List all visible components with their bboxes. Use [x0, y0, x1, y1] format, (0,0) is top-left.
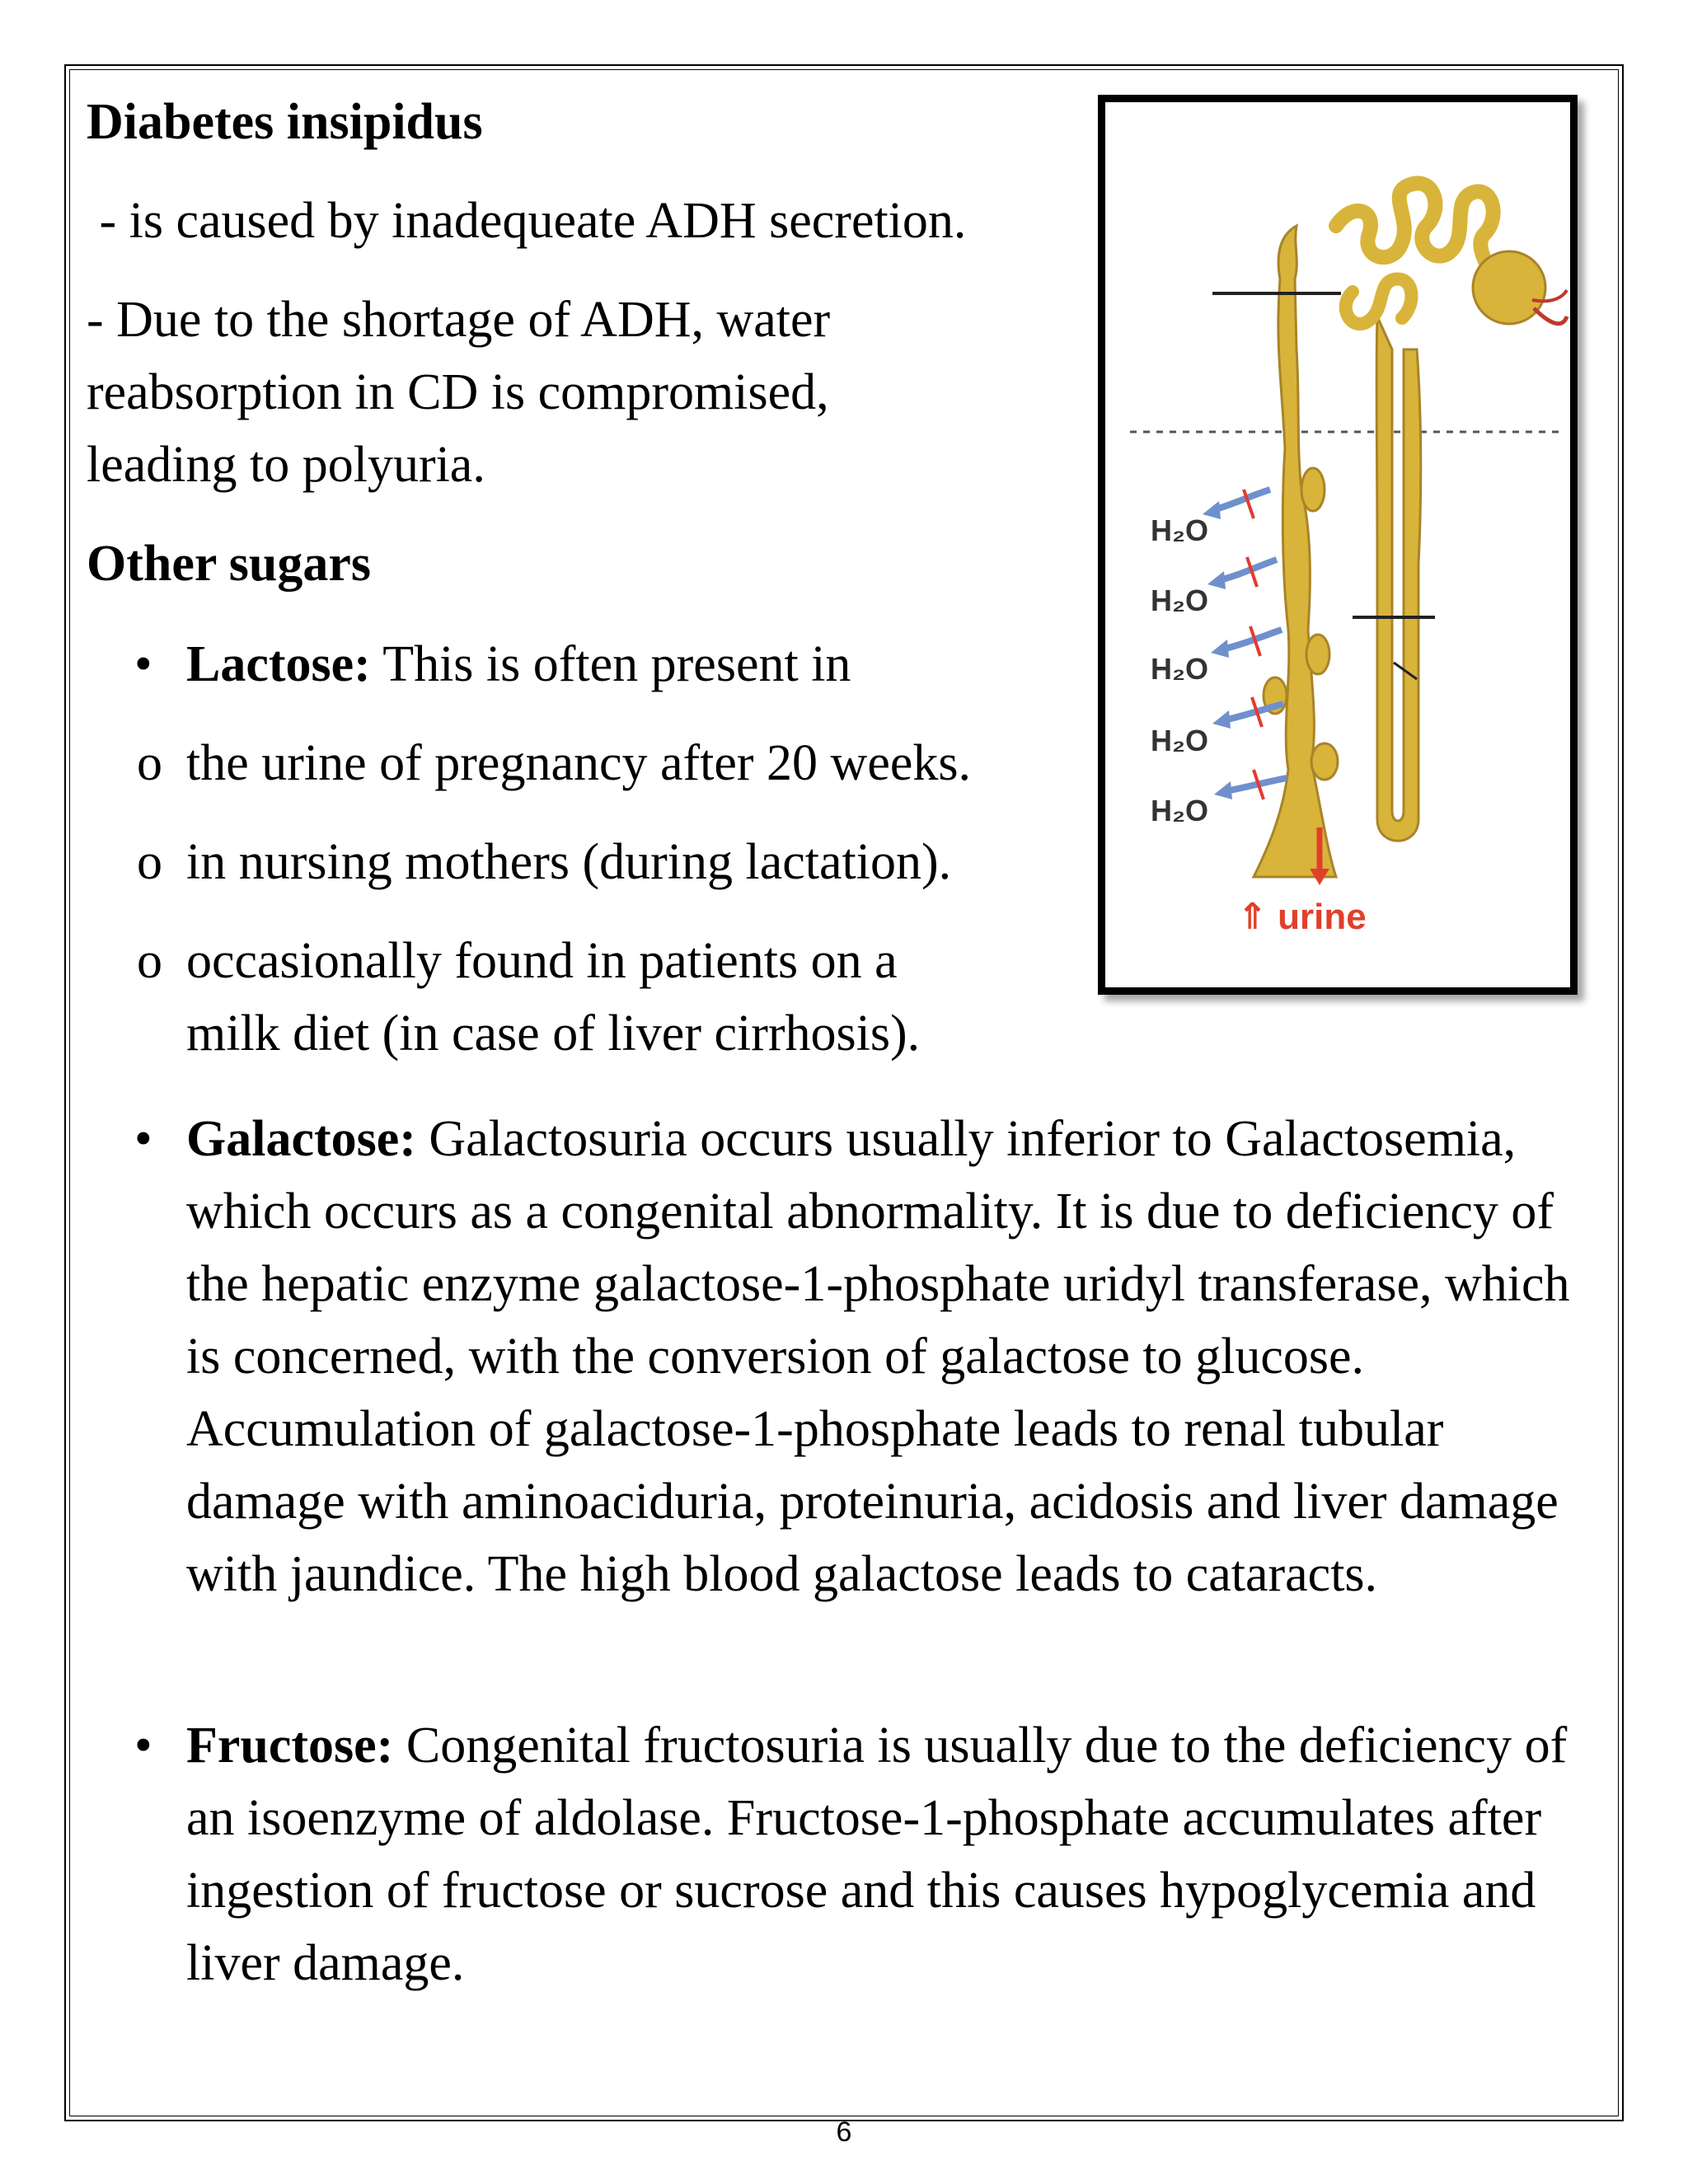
duct-branch	[1311, 743, 1338, 780]
circle-marker: o	[137, 933, 162, 989]
water-label: H₂O	[1151, 583, 1208, 617]
lactose-intro	[186, 628, 851, 701]
fructose-text: Congenital fructosuria is usually due to the deficiency of an isoenzyme of aldolase. Fructose-1-phosphate accumulates after ingestion of fructose or sucrose and this causes hypoglycemia and liver damage.	[186, 1718, 1568, 1991]
urine-label: ⇑ urine	[1237, 897, 1367, 937]
duct-branch	[1306, 635, 1329, 674]
nephron-figure	[1098, 95, 1578, 995]
bowmans-capsule	[1473, 251, 1545, 324]
lactose-term: Lactose:	[186, 636, 371, 692]
fructose-term: Fructose:	[186, 1718, 394, 1774]
water-label: H₂O	[1151, 794, 1208, 827]
di-text-line-2: reabsorption in CD is compromised,	[87, 364, 829, 420]
di-text-line-3: leading to polyuria.	[87, 437, 485, 493]
heading-other-sugars: Other sugars	[87, 536, 372, 592]
duct-branch	[1301, 468, 1325, 511]
di-definition: - is caused by inadequeate ADH secretion.	[87, 193, 967, 249]
galactose-text: Galactosuria occurs usually inferior to Galactosemia, which occurs as a congenital abnormality. It is due to deficiency of the hepatic enzyme galactose-1-phosphate uridyl transferase, which is concerned, with the conversion of galactose to glucose. Accumulation of galactose-1-phosphate leads to renal tubular damage with aminoaciduria, proteinuria, acidosis and liver damage with jaundice. The high blood galactose leads to cataracts.	[186, 1111, 1570, 1602]
page-number: 6	[836, 2116, 852, 2148]
circle-marker: o	[137, 735, 162, 791]
water-arrow	[1212, 490, 1270, 510]
bullet: •	[134, 636, 152, 692]
water-arrows	[1203, 490, 1287, 799]
lactose-text: This is often present in	[370, 636, 851, 692]
lactose-item-1: the urine of pregnancy after 20 weeks.	[186, 735, 971, 791]
lactose-item-3-continued: milk diet (in case of liver cirrhosis).	[186, 1005, 921, 1062]
water-label: H₂O	[1151, 652, 1208, 686]
galactose-term: Galactose:	[186, 1111, 416, 1167]
water-label: H₂O	[1151, 724, 1208, 757]
blood-vessel	[1534, 308, 1567, 324]
bullet: •	[134, 1718, 152, 1774]
heading-diabetes-insipidus: Diabetes insipidus	[87, 94, 483, 150]
convoluted-tubule	[1346, 279, 1412, 325]
convoluted-tubule	[1336, 183, 1493, 275]
circle-marker: o	[137, 834, 162, 890]
bullet: •	[134, 1111, 152, 1167]
di-text-line-1: - Due to the shortage of ADH, water	[87, 292, 831, 348]
loop-of-henle	[1376, 316, 1421, 841]
lactose-item-2: in nursing mothers (during lactation).	[186, 834, 952, 890]
galactose-paragraph	[186, 1103, 1587, 1610]
lactose-item-3: occasionally found in patients on a	[186, 933, 898, 989]
water-label: H₂O	[1151, 513, 1208, 547]
fructose-paragraph	[186, 1709, 1571, 1999]
nephron-diagram	[1105, 102, 1570, 987]
